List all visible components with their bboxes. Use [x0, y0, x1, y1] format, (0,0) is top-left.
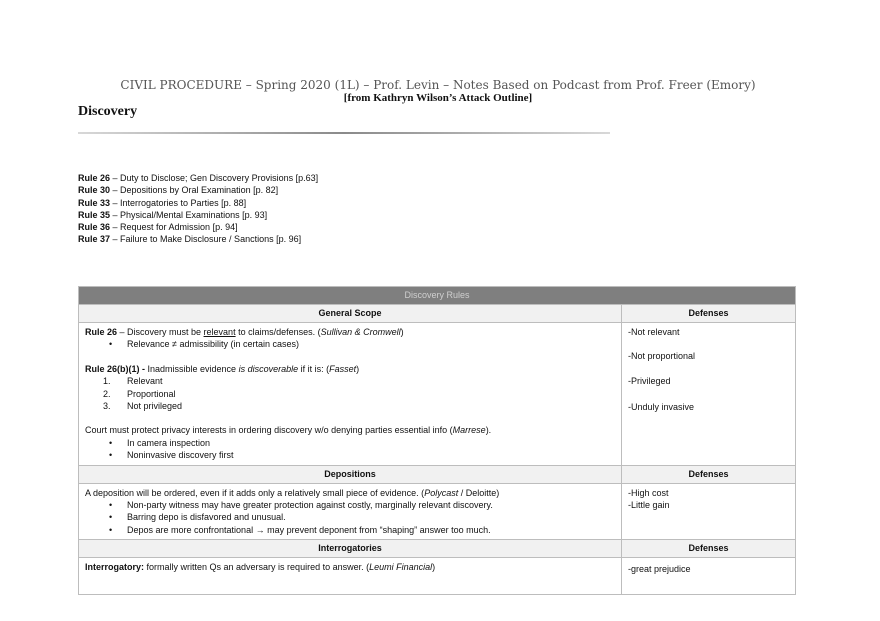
- rule-item: [78, 221, 318, 233]
- general-scope-header: General Scope: [79, 305, 622, 323]
- defense-item: -Unduly invasive: [628, 402, 695, 413]
- list-item: • Depos are more confrontational → may prevent deponent from “shaping” answer too much.: [127, 524, 615, 536]
- text-fragment: if it is: (: [298, 363, 330, 374]
- case-name: Leumi Financial: [369, 562, 433, 573]
- general-scope-defenses: [622, 323, 796, 466]
- list-number: 1.: [103, 376, 111, 387]
- defense-item: -High cost: [628, 487, 669, 498]
- case-name: Fasset: [329, 363, 357, 374]
- rule-number: Rule 33: [78, 197, 111, 208]
- rule-number: Rule 30: [78, 185, 111, 196]
- list-item: [103, 388, 615, 400]
- document-subtitle: [from Kathryn Wilson’s Attack Outline]: [343, 92, 533, 104]
- list-number: 3.: [103, 401, 111, 412]
- discovery-rules-table: [78, 286, 796, 595]
- text-fragment: ): [356, 363, 360, 374]
- section-heading: Discovery: [78, 104, 138, 119]
- interrogatories-content: [79, 558, 622, 595]
- rule-description: – Failure to Make Disclosure / Sanctions [p. 96]: [110, 234, 302, 245]
- horizontal-divider: [78, 132, 610, 134]
- rule-description: – Duty to Disclose; Gen Discovery Provisions [p.63]: [110, 173, 319, 183]
- text-fragment: formally written Qs an adversary is required to answer. (: [144, 562, 370, 573]
- term-label: Interrogatory:: [85, 562, 145, 573]
- case-name: Sullivan & Cromwell: [320, 327, 401, 337]
- list-item: • Relevance ≠ admissibility (in certain cases): [127, 338, 615, 350]
- rules-list: [78, 172, 318, 246]
- text-fragment: to claims/defenses. (: [235, 327, 321, 337]
- underlined-text: relevant: [203, 327, 236, 337]
- list-text: Not privileged: [127, 401, 183, 412]
- defense-item: -great prejudice: [628, 564, 691, 575]
- defenses-header: Defenses: [622, 305, 796, 323]
- text-fragment: Court must protect privacy interests in ordering discovery w/o denying parties essential info (: [85, 425, 453, 436]
- rule-label: Rule 26(b)(1) -: [85, 363, 146, 374]
- list-item: • Non-party witness may have greater protection against costly, marginally relevant discovery.: [127, 499, 615, 511]
- defenses-header: Defenses: [622, 540, 796, 558]
- text-fragment: ).: [485, 425, 492, 436]
- bullet-list: [85, 499, 615, 536]
- document-title: CIVIL PROCEDURE – Spring 2020 (1L) – Prof. Levin – Notes Based on Podcast from Prof. Freer (Emory): [120, 78, 756, 92]
- text-fragment: Inadmissible evidence: [145, 363, 239, 374]
- rule-number: Rule 37: [78, 234, 111, 245]
- table-title: Discovery Rules: [79, 287, 796, 305]
- defense-item: -Little gain: [628, 500, 670, 511]
- rule-number: Rule 35: [78, 209, 111, 220]
- list-item: [103, 400, 615, 412]
- rule-item: [78, 184, 318, 196]
- rule-item: [78, 209, 318, 221]
- depositions-header: Depositions: [79, 465, 622, 483]
- bullet-list: [85, 437, 615, 462]
- bullet-list: [85, 338, 615, 350]
- list-number: 2.: [103, 388, 111, 399]
- general-scope-content: [79, 323, 622, 466]
- depositions-defenses: [622, 483, 796, 540]
- defense-item: -Not proportional: [628, 351, 696, 362]
- rule-item: [78, 172, 318, 184]
- list-item: [103, 375, 615, 387]
- text-fragment: ): [400, 327, 404, 337]
- depositions-content: [79, 483, 622, 540]
- text-fragment: – Discovery must be: [117, 327, 204, 337]
- rule-item: [78, 197, 318, 209]
- text-fragment: / Deloitte): [458, 487, 500, 498]
- rule-label: Rule 26: [85, 327, 118, 337]
- defense-item: -Privileged: [628, 375, 671, 386]
- interrogatories-defenses: [622, 558, 796, 595]
- list-item: • In camera inspection: [127, 437, 615, 449]
- numbered-list: [85, 375, 615, 412]
- defense-item: -Not relevant: [628, 327, 680, 337]
- list-item: • Barring depo is disfavored and unusual.: [127, 511, 615, 523]
- rule-number: Rule 26: [78, 173, 111, 183]
- text-fragment: ): [432, 562, 436, 573]
- list-text: Relevant: [127, 376, 163, 387]
- case-name: Marrese: [452, 425, 486, 436]
- case-name: Polycast: [424, 487, 459, 498]
- list-text: Proportional: [127, 388, 176, 399]
- text-fragment: A deposition will be ordered, even if it adds only a relatively small piece of evidence. (: [85, 487, 425, 498]
- interrogatories-header: Interrogatories: [79, 540, 622, 558]
- rule-description: – Physical/Mental Examinations [p. 93]: [110, 209, 268, 220]
- rule-item: [78, 233, 318, 245]
- rule-description: – Request for Admission [p. 94]: [110, 222, 238, 233]
- list-item: • Noninvasive discovery first: [127, 449, 615, 461]
- italic-text: is discoverable: [238, 363, 299, 374]
- rule-number: Rule 36: [78, 222, 111, 233]
- defenses-header: Defenses: [622, 465, 796, 483]
- rule-description: – Depositions by Oral Examination [p. 82]: [110, 185, 279, 196]
- rule-description: – Interrogatories to Parties [p. 88]: [110, 197, 247, 208]
